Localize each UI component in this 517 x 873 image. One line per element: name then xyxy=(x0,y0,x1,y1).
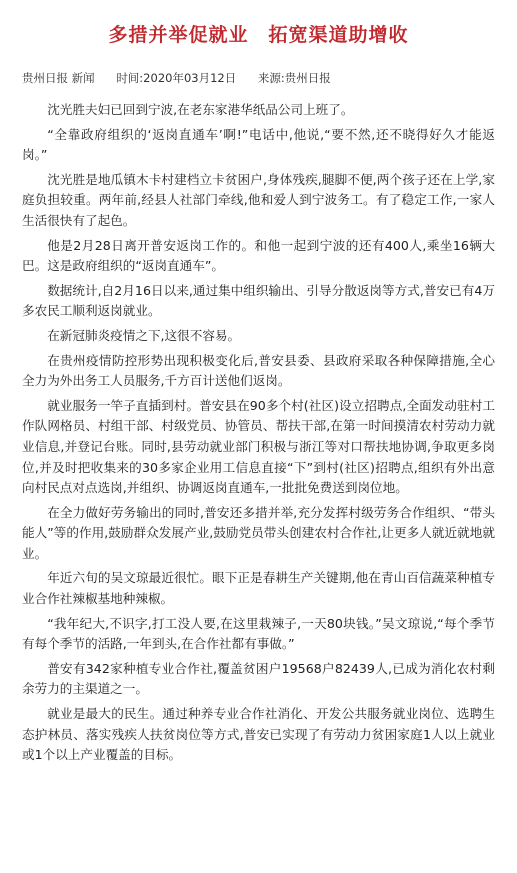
article-meta xyxy=(22,70,495,86)
paragraph: 普安有342家种植专业合作社,覆盖贫困户19568户82439人,已成为消化农村剩余劳力的主渠道之一。 xyxy=(22,660,495,697)
article-origin: 来源:贵州日报 xyxy=(257,71,331,85)
paragraph: 数据统计,自2月16日以来,通过集中组织输出、引导分散返岗等方式,普安已有4万多农民工顺利返岗就业。 xyxy=(22,282,495,319)
paragraph: “全靠政府组织的‘返岗直通车’啊!”电话中,他说,“要不然,还不晓得好久才能返岗。” xyxy=(22,126,495,163)
paragraph: 在全力做好劳务输出的同时,普安还多措并举,充分发挥村级劳务合作组织、“带头能人”等的作用,鼓励群众发展产业,鼓励党员带头创建农村合作社,让更多人就近就地就业。 xyxy=(22,504,495,561)
publish-time: 时间:2020年03月12日 xyxy=(116,71,237,85)
article-body xyxy=(22,100,495,766)
paragraph: 沈光胜是地瓜镇木卡村建档立卡贫困户,身体残疾,腿脚不便,两个孩子还在上学,家庭负担较重。两年前,经县人社部门牵线,他和爱人到宁波务工。有了稳定工作,一家人生活很快有了起色。 xyxy=(22,171,495,228)
paragraph: 就业服务一竿子直插到村。普安县在90多个村(社区)设立招聘点,全面发动驻村工作队网格员、村组干部、村级党员、协管员、帮扶干部,在第一时间摸清农村劳动力就业信息,并登记台账。同时,县劳动就业部门积极与浙江等对口帮扶地协调,争取更多岗位,并及时把收集来的30多家企业用工信息直接“下”到村(社区)招聘点,组织有外出意向村民点对点选岗,并组织、协调返岗直通车,一批批免费送到岗位地。 xyxy=(22,397,495,496)
paragraph: 年近六旬的吴文琼最近很忙。眼下正是春耕生产关键期,他在青山百信蔬菜种植专业合作社辣椒基地种辣椒。 xyxy=(22,570,495,607)
source-section: 贵州日报 新闻 xyxy=(22,71,95,85)
paragraph: 在新冠肺炎疫情之下,这很不容易。 xyxy=(47,327,241,343)
article-title: 多措并举促就业 拓宽渠道助增收 xyxy=(108,24,409,46)
paragraph: 沈光胜夫妇已回到宁波,在老东家港华纸品公司上班了。 xyxy=(47,102,354,117)
paragraph: 在贵州疫情防控形势出现积极变化后,普安县委、县政府采取各种保障措施,全心全力为外出务工人员服务,千方百计送他们返岗。 xyxy=(22,352,495,389)
paragraph: 他是2月28日离开普安返岗工作的。和他一起到宁波的还有400人,乘坐16辆大巴。这是政府组织的“返岗直通车”。 xyxy=(22,237,495,274)
paragraph: “我年纪大,不识字,打工没人要,在这里栽辣子,一天80块钱。”吴文琼说,“每个季节有每个季节的活路,一年到头,在合作社都有事做。” xyxy=(22,615,495,652)
paragraph: 就业是最大的民生。通过种养专业合作社消化、开发公共服务就业岗位、选聘生态护林员、落实残疾人扶贫岗位等方式,普安已实现了有劳动力贫困家庭1人以上就业或1个以上产业覆盖的目标。 xyxy=(22,706,495,763)
